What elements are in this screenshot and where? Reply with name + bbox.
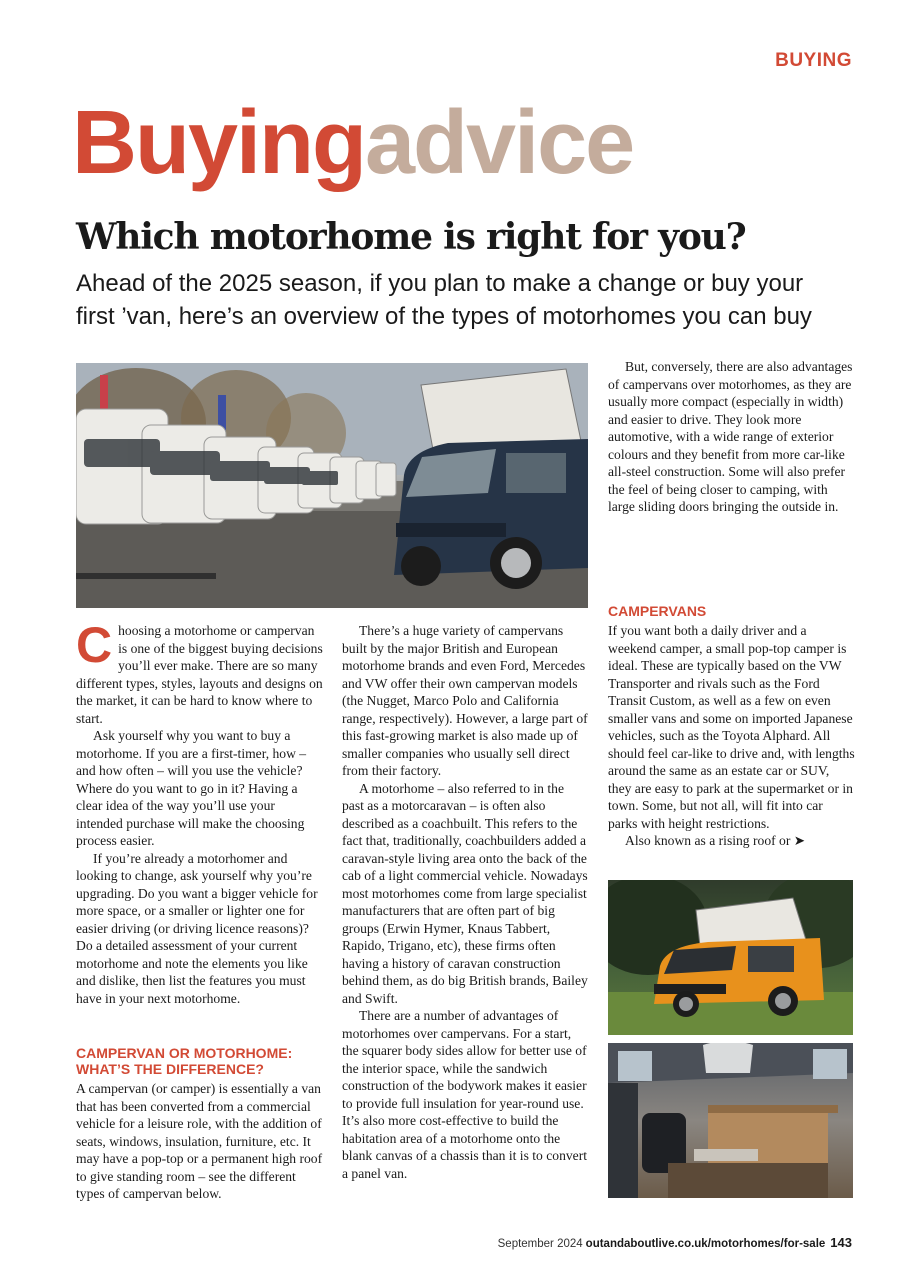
forecourt-illustration [76,363,588,608]
headline-part2: advice [364,93,634,193]
continued-paragraph: Also known as a rising roof or ➤ [625,833,806,848]
section-heading-difference: CAMPERVAN OR MOTORHOME: WHAT’S THE DIFFERENCE? [76,1045,293,1077]
section-heading-campervans: CAMPERVANS [608,603,707,619]
page-number: 143 [830,1235,852,1250]
campervan-interior-illustration [608,1043,853,1198]
body-paragraph: But, conversely, there are also advantages of campervans over motorhomes, as they are usually more compact (especially in width) and easier to drive. They look more automotive, with a wide range of exterior colours and they benefit from more car-like all-steel construction. Some will also prefer the feel of being closer to camping, with large sliding doors bringing the outside in. [608,359,853,514]
campervan-interior-photo [608,1043,853,1198]
standfirst: Ahead of the 2025 season, if you plan to make a change or buy your first ’van, here’s an overview of the types of motorhomes you can buy [76,270,812,330]
body-column-3-top [608,358,855,516]
body-paragraph: There are a number of advantages of motorhomes over campervans. For a start, the squarer body sides allow for better use of the interior space, while the sandwich construction of the bodywork makes it easier to provide full insulation for year-round use. It’s also more cost-effective to build the habitation area of a motorhome onto the blank canvas of a chassis than it is to convert a panel van. [342,1008,587,1181]
headline-part1: Buying [72,93,365,193]
orange-campervan-illustration [608,880,853,1035]
subheadline: Which motorhome is right for you? [76,216,746,258]
body-paragraph: If you want both a daily driver and a weekend camper, a small pop-top camper is ideal. These are typically based on the VW Transporter and rivals such as the Ford Transit Custom, as well as a few on even smaller vans and some on imported Japanese vehicles, such as the Toyota Alphard. All should feel car-like to drive and, with lengths around the same as an estate car or SUV, they are easy to park at the supermarket or in town. Some, but not all, will fit into car parks with height restrictions. [608,623,855,831]
section-label: BUYING [775,50,852,71]
body-column-3-bottom [608,603,855,850]
headline [72,93,634,193]
footer-date: September 2024 [497,1238,583,1250]
footer-url[interactable]: outandaboutlive.co.uk/motorhomes/for-sale [585,1238,826,1250]
body-column-2 [342,622,589,1182]
body-paragraph: Ask yourself why you want to buy a motorhome. If you are a first-timer, how – and how often – will you use the vehicle? Where do you want to go in it? Having a clear idea of the way you’ll use your intended purchase will make the choosing process easier. [76,728,307,848]
page-footer [498,1235,852,1250]
main-photo [76,363,588,608]
drop-cap: C [76,617,113,673]
body-paragraph: A motorhome – also referred to in the past as a motorcaravan – is often also described as a coachbuilt. This refers to the fact that, traditionally, coachbuilders added a caravan-style living area onto the back of the cab of a light commercial vehicle. Nowadays most motorhomes come from large specialist manufacturers that are often part of big groups (Erwin Hymer, Knaus Tabbert, Rapido, Trigano, etc), these firms often having a history of caravan construction behind them, as do big British brands, Bailey and Swift. [342,780,588,1006]
body-paragraph: A campervan (or camper) is essentially a van that has been converted from a commercial vehicle for a leisure role, with the addition of seats, windows, insulation, furniture, etc. It may have a pop-top or a permanent high roof to give standing room – see the different types of campervan below. [76,1081,323,1201]
body-paragraph: If you’re already a motorhomer and looking to change, ask yourself why you’re upgrading. Do you want a bigger vehicle for more space, or a smaller or lighter one for easier driving (or driving licence reasons)? Do a detailed assessment of your current motorhome and note the elements you like and dislike, then list the features you must have in your next motorhome. [76,850,318,1006]
orange-campervan-photo [608,880,853,1035]
intro-paragraph: Choosing a motorhome or campervan is one of the biggest buying decisions you’ll ever make. There are so many different types, styles, layouts and designs on the market, it can be hard to know where to start. [76,617,323,726]
body-paragraph: There’s a huge variety of campervans built by the major British and European motorhome brands and even Ford, Mercedes and VW offer their own campervan models (the Nugget, Marco Polo and California range, respectively). However, a large part of this fast-growing market is also made up of smaller companies who usually sell direct from their factory. [342,623,588,778]
body-column-1 [76,617,323,1203]
